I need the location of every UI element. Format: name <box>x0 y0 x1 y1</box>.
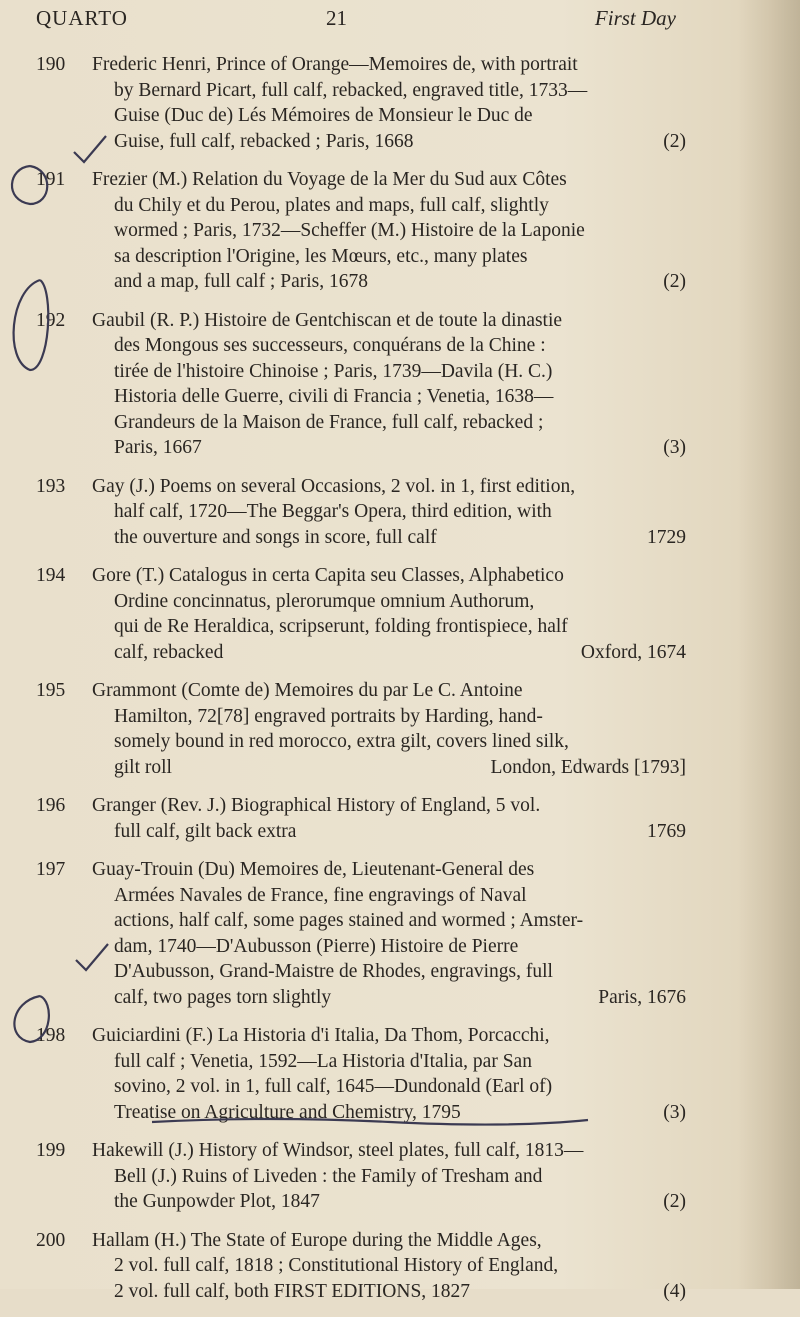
lot-entry <box>36 678 686 780</box>
lot-description-line: Guay-Trouin (Du) Memoires de, Lieutenant-General des <box>92 859 535 880</box>
lot-number: 198 <box>36 1025 66 1046</box>
lot-description-line: Frederic Henri, Prince of Orange—Memoires de, with portrait <box>92 54 578 75</box>
lot-entry <box>36 793 686 844</box>
lot-description <box>92 678 686 780</box>
lot-number: 192 <box>36 309 66 331</box>
lot-description-line: Guise, full calf, rebacked ; Paris, 1668 (2) <box>92 129 686 155</box>
lot-quantity-or-imprint: (2) <box>663 130 686 152</box>
lot-quantity-or-imprint: (2) <box>663 271 686 292</box>
page-edge-shadow <box>738 0 800 1289</box>
lot-description-line: Hallam (H.) The State of Europe during the Middle Ages, <box>92 1229 542 1251</box>
lot-description-line: sa description l'Origine, les Mœurs, etc., many plates <box>114 245 528 267</box>
handwritten-underline-mark <box>150 1114 590 1126</box>
lot-quantity-or-imprint: 1729 <box>647 526 686 548</box>
lot-description-line: dam, 1740—D'Aubusson (Pierre) Histoire de Pierre <box>114 935 519 957</box>
lot-description-line: Treatise on Agriculture and Chemistry, 1795 (3) <box>92 1100 686 1126</box>
lot-description-line: and a map, full calf ; Paris, 1678 (2) <box>92 269 686 295</box>
lot-entry <box>36 1228 686 1305</box>
lot-description-line: Hakewill (J.) History of Windsor, steel plates, full calf, 1813— <box>92 1140 584 1161</box>
header-page-number: 21 <box>326 6 347 30</box>
lot-number: 191 <box>36 169 66 190</box>
lot-entry <box>36 167 686 295</box>
lot-description-line: calf, rebacked Oxford, 1674 <box>92 640 686 666</box>
lot-number: 195 <box>36 680 66 701</box>
lot-description <box>92 167 686 295</box>
lot-description-line: wormed ; Paris, 1732—Scheffer (M.) Histoire de la Laponie <box>114 220 585 241</box>
handwritten-circle-mark <box>0 160 60 210</box>
lot-description-line: half calf, 1720—The Beggar's Opera, third edition, with <box>114 501 552 522</box>
lot-description-line: sovino, 2 vol. in 1, full calf, 1645—Dundonald (Earl of) <box>114 1076 553 1097</box>
lot-description-line: Armées Navales de France, fine engravings of Naval <box>114 884 527 906</box>
lot-description-line: 2 vol. full calf, 1818 ; Constitutional History of England, <box>114 1255 559 1276</box>
lot-description-line: somely bound in red morocco, extra gilt, covers lined silk, <box>114 731 569 752</box>
lot-description-line: Gaubil (R. P.) Histoire de Gentchiscan et de toute la dinastie <box>92 309 563 331</box>
lot-description-line: full calf ; Venetia, 1592—La Historia d'Italia, par San <box>114 1050 532 1072</box>
page-header <box>36 6 676 30</box>
lot-entry <box>36 563 686 665</box>
lot-quantity-or-imprint: Paris, 1676 <box>598 986 686 1008</box>
lot-description-line: Granger (Rev. J.) Biographical History of England, 5 vol. <box>92 795 541 816</box>
lot-description-line: qui de Re Heraldica, scripserunt, folding frontispiece, half <box>114 616 568 637</box>
lot-description <box>92 474 686 551</box>
handwritten-circle-mark <box>0 988 60 1048</box>
lot-number: 194 <box>36 565 66 586</box>
lot-description-line: 2 vol. full calf, both FIRST EDITIONS, 1827 (4) <box>92 1279 686 1305</box>
lot-quantity-or-imprint: London, Edwards [1793] <box>490 756 686 778</box>
lot-description-line: Guiciardini (F.) La Historia d'i Italia, Da Thom, Porcacchi, <box>92 1025 550 1046</box>
lot-description-line: gilt roll London, Edwards [1793] <box>92 755 686 781</box>
lot-description-line: Grandeurs de la Maison de France, full calf, rebacked ; <box>114 411 544 433</box>
lot-description <box>92 563 686 665</box>
lot-entry <box>36 52 686 154</box>
lot-description-line: Ordine concinnatus, plerorumque omnium Authorum, <box>114 590 535 612</box>
header-sale-day: First Day <box>594 6 676 30</box>
handwritten-circle-mark <box>0 270 60 380</box>
lot-description <box>92 1138 686 1215</box>
lot-number: 190 <box>36 54 66 75</box>
handwritten-tick-mark <box>72 938 112 978</box>
lot-description-line: des Mongous ses successeurs, conquérans de la Chine : <box>114 335 546 356</box>
lot-description-line: Gore (T.) Catalogus in certa Capita seu Classes, Alphabetico <box>92 565 564 586</box>
lot-description-line: Hamilton, 72[78] engraved portraits by Harding, hand- <box>114 705 543 727</box>
lot-quantity-or-imprint: (3) <box>663 1101 686 1123</box>
lot-entry <box>36 474 686 551</box>
lot-description-line: Historia delle Guerre, civili di Francia ; Venetia, 1638— <box>114 386 554 407</box>
lot-quantity-or-imprint: Oxford, 1674 <box>580 641 686 663</box>
lot-quantity-or-imprint: (2) <box>663 1191 686 1212</box>
lot-quantity-or-imprint: (4) <box>663 1280 686 1302</box>
header-format: QUARTO <box>36 6 128 30</box>
lot-description <box>92 1228 686 1305</box>
lot-quantity-or-imprint: (3) <box>663 437 686 458</box>
lot-description-line: full calf, gilt back extra 1769 <box>92 819 686 845</box>
lot-description <box>92 1023 686 1125</box>
lot-description-line: actions, half calf, some pages stained and wormed ; Amster- <box>114 910 584 931</box>
lot-description <box>92 308 686 461</box>
lot-description-line: Guise (Duc de) Lés Mémoires de Monsieur le Duc de <box>114 105 533 126</box>
lot-list <box>36 52 686 1317</box>
lot-description-line: Frezier (M.) Relation du Voyage de la Mer du Sud aux Côtes <box>92 169 567 190</box>
lot-description <box>92 857 686 1010</box>
lot-entry <box>36 857 686 1010</box>
lot-description-line: du Chily et du Perou, plates and maps, full calf, slightly <box>114 194 549 216</box>
lot-entry <box>36 1023 686 1125</box>
lot-number: 196 <box>36 795 66 816</box>
lot-number: 199 <box>36 1140 66 1161</box>
lot-description-line: Gay (J.) Poems on several Occasions, 2 vol. in 1, first edition, <box>92 475 576 497</box>
lot-description-line: Grammont (Comte de) Memoires du par Le C. Antoine <box>92 680 523 701</box>
lot-entry <box>36 308 686 461</box>
lot-description-line: tirée de l'histoire Chinoise ; Paris, 1739—Davila (H. C.) <box>114 360 553 382</box>
lot-number: 200 <box>36 1229 66 1251</box>
lot-description-line: the ouverture and songs in score, full calf 1729 <box>92 525 686 551</box>
lot-description-line: D'Aubusson, Grand-Maistre de Rhodes, engravings, full <box>114 961 553 982</box>
handwritten-tick-mark <box>70 130 110 170</box>
lot-description <box>92 52 686 154</box>
lot-description-line: by Bernard Picart, full calf, rebacked, engraved title, 1733— <box>114 79 588 101</box>
lot-entry <box>36 1138 686 1215</box>
lot-description-line: Bell (J.) Ruins of Liveden : the Family of Tresham and <box>114 1165 543 1187</box>
lot-description-line: the Gunpowder Plot, 1847 (2) <box>92 1189 686 1215</box>
lot-description-line: calf, two pages torn slightly Paris, 1676 <box>92 985 686 1011</box>
lot-description-line: Paris, 1667 (3) <box>92 435 686 461</box>
lot-description <box>92 793 686 844</box>
lot-number: 193 <box>36 475 66 497</box>
lot-number: 197 <box>36 859 66 880</box>
lot-quantity-or-imprint: 1769 <box>647 820 686 842</box>
